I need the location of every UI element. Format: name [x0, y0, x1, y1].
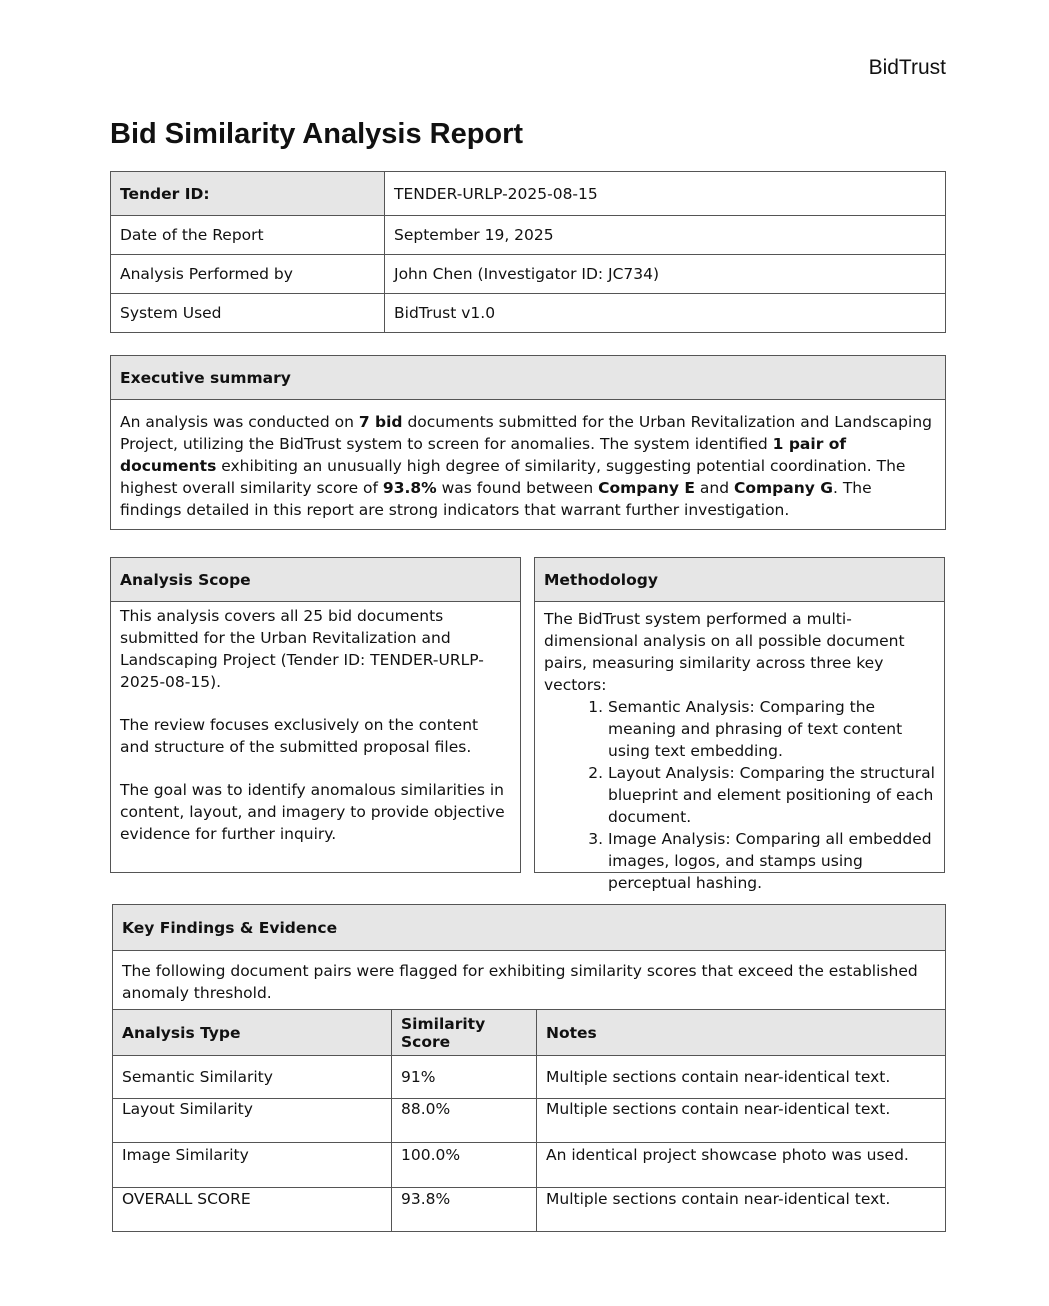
scope-paragraph: The goal was to identify anomalous similarities in content, layout, and imagery to provide objective evidence for further inquiry.	[120, 781, 505, 843]
executive-summary-box	[110, 355, 946, 530]
similarity-score: 93.8%	[392, 1188, 537, 1232]
info-row-system	[111, 294, 946, 333]
notes: An identical project showcase photo was used.	[537, 1143, 946, 1188]
analysis-scope-box	[110, 557, 521, 873]
methodology-intro: The BidTrust system performed a multi-dimensional analysis on all possible document pairs, measuring similarity across three key vectors:	[544, 610, 905, 694]
findings-intro-row	[113, 951, 946, 1010]
methodology-item: 2. Layout Analysis: Comparing the structural blueprint and element positioning of each document.	[608, 762, 935, 828]
notes: Multiple sections contain near-identical text.	[537, 1188, 946, 1232]
column-header: Analysis Type	[113, 1010, 392, 1056]
methodology-box	[534, 557, 945, 892]
info-value: John Chen (Investigator ID: JC734)	[385, 255, 946, 294]
column-header: Notes	[537, 1010, 946, 1056]
scope-paragraph: The review focuses exclusively on the content and structure of the submitted proposal files.	[120, 716, 479, 756]
similarity-score: 88.0%	[392, 1099, 537, 1143]
info-label: Tender ID:	[111, 172, 385, 216]
notes: Multiple sections contain near-identical text.	[537, 1099, 946, 1143]
key-findings-table	[112, 904, 946, 1232]
methodology-item: 1. Semantic Analysis: Comparing the meaning and phrasing of text content using text embedding.	[608, 696, 935, 762]
analysis-type: OVERALL SCORE	[113, 1188, 392, 1232]
report-info-table	[110, 171, 946, 333]
info-label: Analysis Performed by	[111, 255, 385, 294]
analysis-type: Image Similarity	[113, 1143, 392, 1188]
table-row	[113, 1056, 946, 1099]
scope-paragraph: This analysis covers all 25 bid documents submitted for the Urban Revitalization and Landscaping Project (Tender ID: TENDER-URLP-2025-08-15).	[120, 607, 484, 691]
findings-intro: The following document pairs were flagged for exhibiting similarity scores that exceed the established anomaly threshold.	[113, 951, 946, 1010]
info-value: TENDER-URLP-2025-08-15	[385, 172, 946, 216]
info-label: System Used	[111, 294, 385, 333]
similarity-score: 91%	[392, 1056, 537, 1099]
table-row	[113, 1188, 946, 1232]
table-row	[113, 1143, 946, 1188]
report-title: Bid Similarity Analysis Report	[110, 118, 524, 150]
info-value: September 19, 2025	[385, 216, 946, 255]
methodology-item: 3. Image Analysis: Comparing all embedded images, logos, and stamps using perceptual hashing.	[608, 828, 935, 894]
similarity-score: 100.0%	[392, 1143, 537, 1188]
executive-summary-heading: Executive summary	[111, 356, 945, 400]
analysis-scope-heading: Analysis Scope	[111, 558, 520, 602]
info-row-analyst	[111, 255, 946, 294]
analysis-type: Semantic Similarity	[113, 1056, 392, 1099]
brand-name: BidTrust	[868, 56, 946, 79]
findings-heading-row	[113, 905, 946, 951]
info-row-tender-id	[111, 172, 946, 216]
info-label: Date of the Report	[111, 216, 385, 255]
info-value: BidTrust v1.0	[385, 294, 946, 333]
executive-summary-text: An analysis was conducted on 7 bid documents submitted for the Urban Revitalization and Landscaping Project, utilizing the BidTrust system to screen for anomalies. The system identified 1 pair of documents exhibiting an unusually high degree of similarity, suggesting potential coordination. The highest overall similarity score of 93.8% was found between Company E and Company G. The findings detailed in this report are strong indicators that warrant further investigation.	[120, 413, 932, 519]
findings-heading: Key Findings & Evidence	[113, 905, 946, 951]
info-row-date	[111, 216, 946, 255]
table-row	[113, 1099, 946, 1143]
methodology-heading: Methodology	[535, 558, 944, 602]
methodology-list	[544, 696, 935, 894]
notes: Multiple sections contain near-identical text.	[537, 1056, 946, 1099]
findings-column-headers	[113, 1010, 946, 1056]
column-header: Similarity Score	[392, 1010, 537, 1056]
analysis-type: Layout Similarity	[113, 1099, 392, 1143]
